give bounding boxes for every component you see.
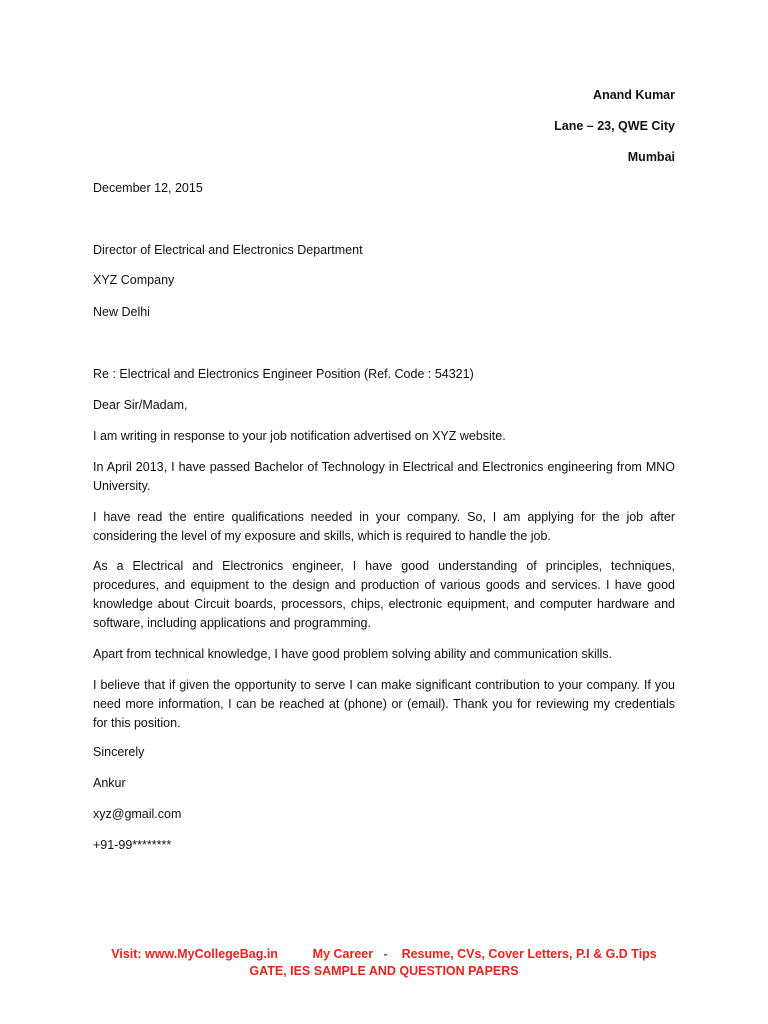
signature-name: Ankur — [93, 776, 126, 790]
recipient-company: XYZ Company — [93, 273, 175, 287]
recipient-title: Director of Electrical and Electronics Department — [93, 243, 363, 257]
sender-address: Lane – 23, QWE City — [554, 119, 675, 133]
body-paragraph-6: I believe that if given the opportunity to serve I can make significant contribution to your company. If you need more information, I can be reached at (phone) or (email). Thank you for reviewing my credentials for this position. — [93, 678, 675, 730]
body-paragraph-1: I am writing in response to your job notification advertised on XYZ website. — [93, 429, 506, 443]
body-paragraph-2: In April 2013, I have passed Bachelor of Technology in Electrical and Electronics engineering from MNO University. — [93, 460, 675, 493]
signature-email: xyz@gmail.com — [93, 807, 182, 821]
recipient-city: New Delhi — [93, 305, 150, 319]
letter-date: December 12, 2015 — [93, 181, 203, 195]
body-paragraph-5: Apart from technical knowledge, I have good problem solving ability and communication skills. — [93, 647, 613, 661]
subject-line: Re : Electrical and Electronics Engineer Position (Ref. Code : 54321) — [93, 367, 474, 381]
footer-line-2: GATE, IES SAMPLE AND QUESTION PAPERS — [249, 964, 519, 978]
signature-phone: +91-99******** — [93, 838, 172, 852]
body-paragraph-4: As a Electrical and Electronics engineer, I have good understanding of principles, techniques, procedures, and equipment to the design and production of various goods and services. I have good knowledge about Circuit boards, processors, chips, electronic equipment, and computer hardware and software, including applications and programming. — [93, 559, 675, 630]
closing: Sincerely — [93, 745, 145, 759]
footer-line-1[interactable]: Visit: www.MyCollegeBag.in My Career - Resume, CVs, Cover Letters, P.I & G.D Tips — [111, 947, 657, 961]
salutation: Dear Sir/Madam, — [93, 398, 188, 412]
sender-city: Mumbai — [627, 150, 675, 164]
sender-name: Anand Kumar — [593, 88, 675, 102]
body-paragraph-3: I have read the entire qualifications needed in your company. So, I am applying for the job after considering the level of my exposure and skills, which is required to handle the job. — [93, 510, 675, 543]
